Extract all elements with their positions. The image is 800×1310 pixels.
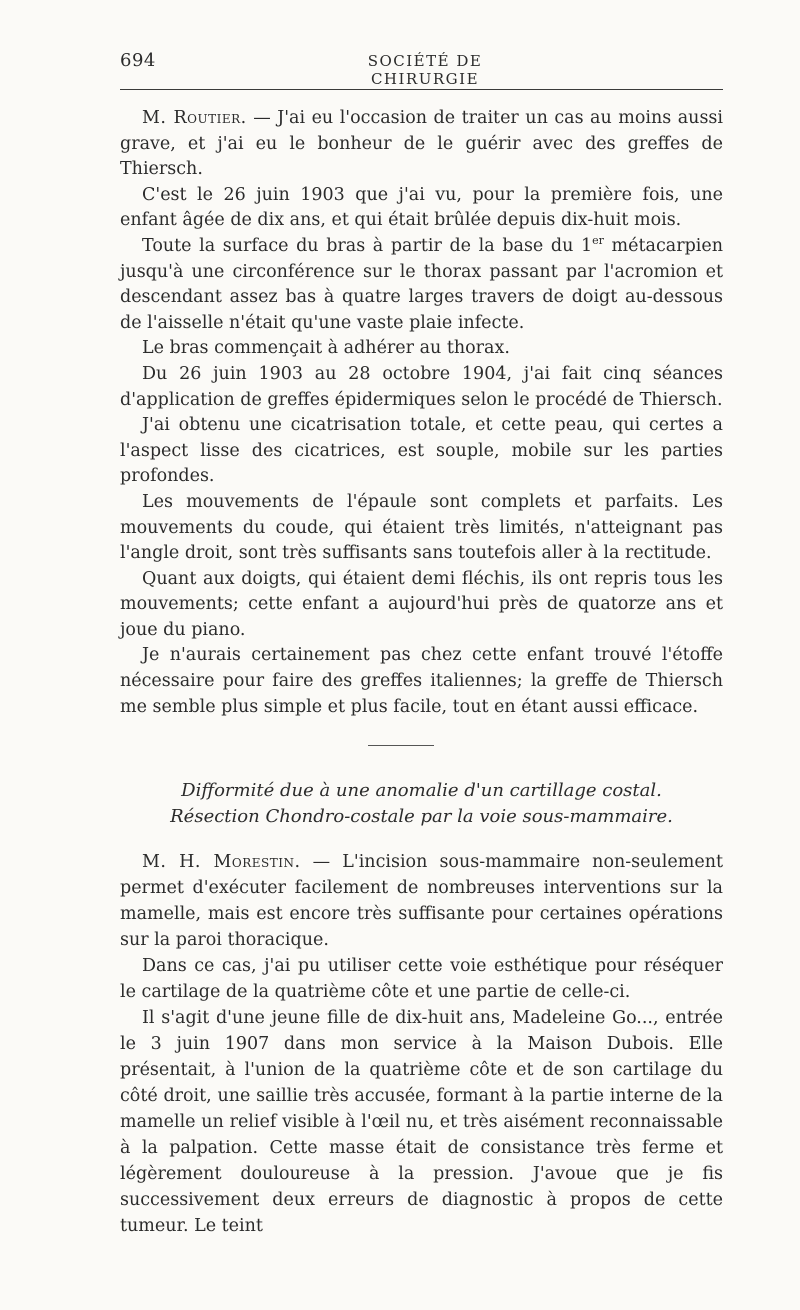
paragraph: Je n'aurais certainement pas chez cette enfant trouvé l'étoffe nécessaire pour faire des greffes italiennes; la greffe de Thiersch me semble plus simple et plus facile, tout en étant aussi efficace. bbox=[120, 645, 723, 717]
paragraph-text: métacarpien jusqu'à une circonférence sur le thorax passant par l'acromion et descendant assez bas à quatre larges travers de doigt au-dessous de l'aisselle n'était qu'une vaste plaie infecte. bbox=[120, 235, 724, 333]
paragraph: Il s'agit d'une jeune fille de dix-huit ans, Madeleine Go..., entrée le 3 juin 1907 dans mon service à la Maison Dubois. Elle présentait, à l'union de la quatrième côte et de son cartilage du côté droit, une saillie très accusée, formant à la partie interne de la mamelle un relief visible à l'œil nu, et très aisément reconnaissable à la palpation. Cette masse était de consistance très ferme et légèrement douloureuse à la pression. J'avoue que je fis successivement deux erreurs de diagnostic à propos de cette tumeur. Le teint bbox=[120, 1008, 723, 1236]
title-line: Résection Chondro-costale par la voie sous-mammaire. bbox=[170, 806, 673, 827]
title-line: Difformité due à une anomalie d'un cartillage costal. bbox=[181, 780, 662, 801]
header-rule bbox=[120, 89, 723, 90]
paragraph bbox=[120, 234, 723, 336]
paragraph bbox=[120, 106, 723, 183]
section-separator bbox=[368, 745, 434, 746]
paragraph-text: Toute la surface du bras à partir de la base du 1 bbox=[142, 235, 593, 256]
article-title bbox=[120, 778, 723, 830]
paragraph: J'ai obtenu une cicatrisation totale, et cette peau, qui certes a l'aspect lisse des cicatrices, est souple, mobile sur les parties profondes. bbox=[120, 415, 723, 487]
routier-section bbox=[120, 106, 723, 720]
paragraph-text: — J'ai eu l'occasion de traiter un cas au moins aussi grave, et j'ai eu le bonheur de le guérir avec des greffes de Thiersch. bbox=[120, 108, 723, 180]
paragraph: Du 26 juin 1903 au 28 octobre 1904, j'ai fait cinq séances d'application de greffes épidermiques selon le procédé de Thiersch. bbox=[120, 363, 723, 410]
speaker-name: M. Routier. bbox=[142, 108, 247, 128]
paragraph bbox=[120, 849, 723, 953]
page-header bbox=[120, 48, 723, 88]
superscript: er bbox=[592, 234, 604, 248]
speaker-name: M. H. Morestin. bbox=[142, 852, 301, 872]
paragraph: Quant aux doigts, qui étaient demi fléchis, ils ont repris tous les mouvements; cette enfant a aujourd'hui près de quatorze ans et joue du piano. bbox=[120, 568, 723, 640]
paragraph: Les mouvements de l'épaule sont complets et parfaits. Les mouvements du coude, qui étaient très limités, n'atteignant pas l'angle droit, sont très suffisants sans toutefois aller à la rectitude. bbox=[120, 491, 723, 564]
paragraph: C'est le 26 juin 1903 que j'ai vu, pour la première fois, une enfant âgée de dix ans, et qui était brûlée depuis dix-huit mois. bbox=[120, 184, 723, 231]
page-number: 694 bbox=[120, 50, 156, 71]
paragraph-text: — L'incision sous-mammaire non-seulement permet d'exécuter facilement de nombreuses interventions sur la mamelle, mais est encore très suffisante pour certaines opérations sur la paroi thoracique. bbox=[120, 852, 723, 950]
paragraph: Dans ce cas, j'ai pu utiliser cette voie esthétique pour réséquer le cartilage de la quatrième côte et une partie de celle-ci. bbox=[120, 956, 723, 1002]
morestin-section bbox=[120, 849, 723, 1239]
running-title: SOCIÉTÉ DE CHIRURGIE bbox=[367, 52, 483, 88]
paragraph: Le bras commençait à adhérer au thorax. bbox=[142, 338, 510, 359]
